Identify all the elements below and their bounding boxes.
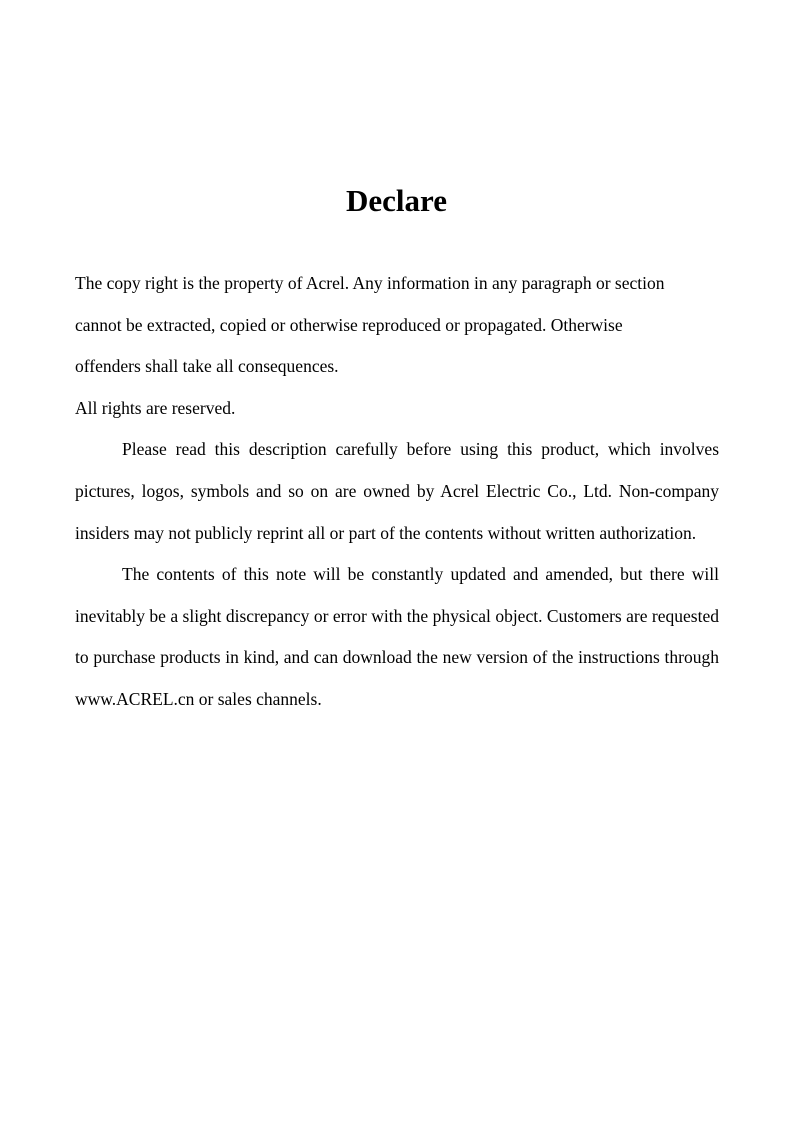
rights-reserved-text: All rights are reserved.: [75, 397, 236, 418]
copyright-paragraph: [75, 263, 719, 388]
read-carefully-paragraph: Please read this description carefully before using this product, which involves pictures, logos, symbols and so on are owned by Acrel Electric Co., Ltd. Non-company insiders may not publicly reprint all or part of the contents without written authorization.: [75, 439, 719, 543]
copyright-line-3: offenders shall take all consequences.: [75, 356, 339, 377]
updates-paragraph: The contents of this note will be constantly updated and amended, but there will inevitably be a slight discrepancy or error with the physical object. Customers are requested to purchase products in kind, and can download the new version of the instructions through www.ACREL.cn or sales channels.: [75, 564, 719, 709]
declaration-body: [75, 263, 719, 721]
copyright-line-1: The copy right is the property of Acrel. Any information in any paragraph or section: [75, 273, 665, 293]
copyright-line-2: cannot be extracted, copied or otherwise reproduced or propagated. Otherwise: [75, 314, 623, 335]
page-title: Declare: [346, 183, 447, 218]
